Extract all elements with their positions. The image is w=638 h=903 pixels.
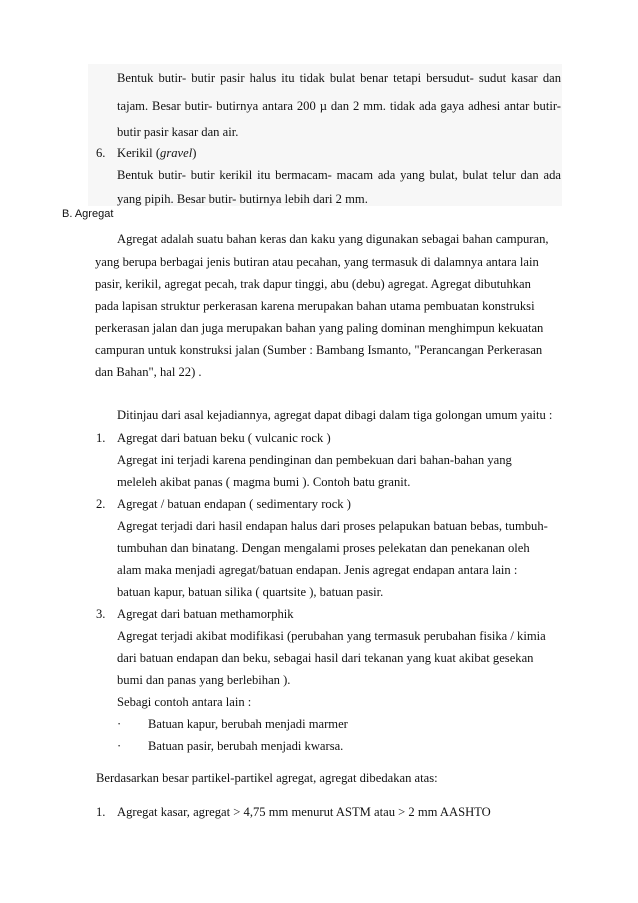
- paragraph-line: Agregat terjadi akibat modifikasi (perubahan yang termasuk perubahan fisika / kimia: [117, 629, 546, 643]
- paragraph-line: meleleh akibat panas ( magma bumi ). Contoh batu granit.: [117, 475, 411, 489]
- list-number: 3.: [96, 607, 106, 621]
- bullet-text: Batuan pasir, berubah menjadi kwarsa.: [148, 739, 344, 753]
- paragraph-line: Berdasarkan besar partikel-partikel agregat, agregat dibedakan atas:: [96, 771, 438, 785]
- paragraph-line: Bentuk butir- butir pasir halus itu tidak bulat benar tetapi bersudut- sudut kasar dan: [117, 71, 561, 85]
- paragraph-line: butir pasir kasar dan air.: [117, 125, 239, 139]
- paragraph-line: pasir, kerikil, agregat pecah, trak dapur tinggi, abu (debu) agregat. Agregat dibutuhkan: [95, 277, 531, 291]
- bullet-mark: ·: [117, 717, 122, 731]
- list-number: 1.: [96, 805, 106, 819]
- section-heading: B. Agregat: [62, 208, 114, 220]
- paragraph-line: batuan kapur, batuan silika ( quartsite ), batuan pasir.: [117, 585, 384, 599]
- paragraph-line: Ditinjau dari asal kejadiannya, agregat dapat dibagi dalam tiga golongan umum yaitu :: [117, 408, 553, 422]
- bullet-mark: ·: [117, 739, 122, 753]
- list-item-title: Agregat dari batuan beku ( vulcanic rock ): [117, 431, 331, 445]
- paragraph-line: yang berupa berbagai jenis butiran atau pecahan, yang termasuk di dalamnya antara lain: [95, 255, 539, 269]
- paragraph-line: perkerasan jalan dan juga merupakan bahan yang paling dominan menghimpun kekuatan: [95, 321, 544, 335]
- paragraph-line: yang pipih. Besar butir- butirnya lebih dari 2 mm.: [117, 192, 368, 206]
- paragraph-line: bumi dan panas yang berlebihan ).: [117, 673, 291, 687]
- paragraph-line: pada lapisan struktur perkerasan karena merupakan bahan utama pembuatan konstruksi: [95, 299, 535, 313]
- paragraph-line: dan Bahan", hal 22) .: [95, 365, 202, 379]
- list-number: 2.: [96, 497, 106, 511]
- paragraph-line: Sebagi contoh antara lain :: [117, 695, 252, 709]
- paragraph-line: alam maka menjadi agregat/batuan endapan. Jenis agregat endapan antara lain :: [117, 563, 518, 577]
- paragraph-line: Bentuk butir- butir kerikil itu bermacam- macam ada yang bulat, bulat telur dan ada: [117, 168, 561, 182]
- bullet-text: Batuan kapur, berubah menjadi marmer: [148, 717, 348, 731]
- paragraph-line: Agregat adalah suatu bahan keras dan kaku yang digunakan sebagai bahan campuran,: [117, 232, 549, 246]
- italic-term: gravel: [160, 146, 193, 160]
- list-item-title: Agregat kasar, agregat > 4,75 mm menurut ASTM atau > 2 mm AASHTO: [117, 805, 491, 819]
- list-number: 1.: [96, 431, 106, 445]
- paragraph-line: tajam. Besar butir- butirnya antara 200 µ dan 2 mm. tidak ada gaya adhesi antar butir-: [117, 99, 561, 113]
- list-item-title: Agregat / batuan endapan ( sedimentary rock ): [117, 497, 351, 511]
- paragraph-line: campuran untuk konstruksi jalan (Sumber : Bambang Ismanto, "Perancangan Perkerasan: [95, 343, 543, 357]
- list-item-title: Kerikil (gravel): [117, 146, 197, 160]
- paragraph-line: Agregat ini terjadi karena pendinginan dan pembekuan dari bahan-bahan yang: [117, 453, 512, 467]
- paragraph-line: tumbuhan dan binatang. Dengan mengalami proses pelekatan dan penekanan oleh: [117, 541, 530, 555]
- list-item-title: Agregat dari batuan methamorphik: [117, 607, 294, 621]
- paragraph-line: Agregat terjadi dari hasil endapan halus dari proses pelapukan batuan bebas, tumbuh-: [117, 519, 548, 533]
- list-number: 6.: [96, 146, 106, 160]
- paragraph-line: dari batuan endapan dan beku, sebagai hasil dari tekanan yang kuat akibat gesekan: [117, 651, 534, 665]
